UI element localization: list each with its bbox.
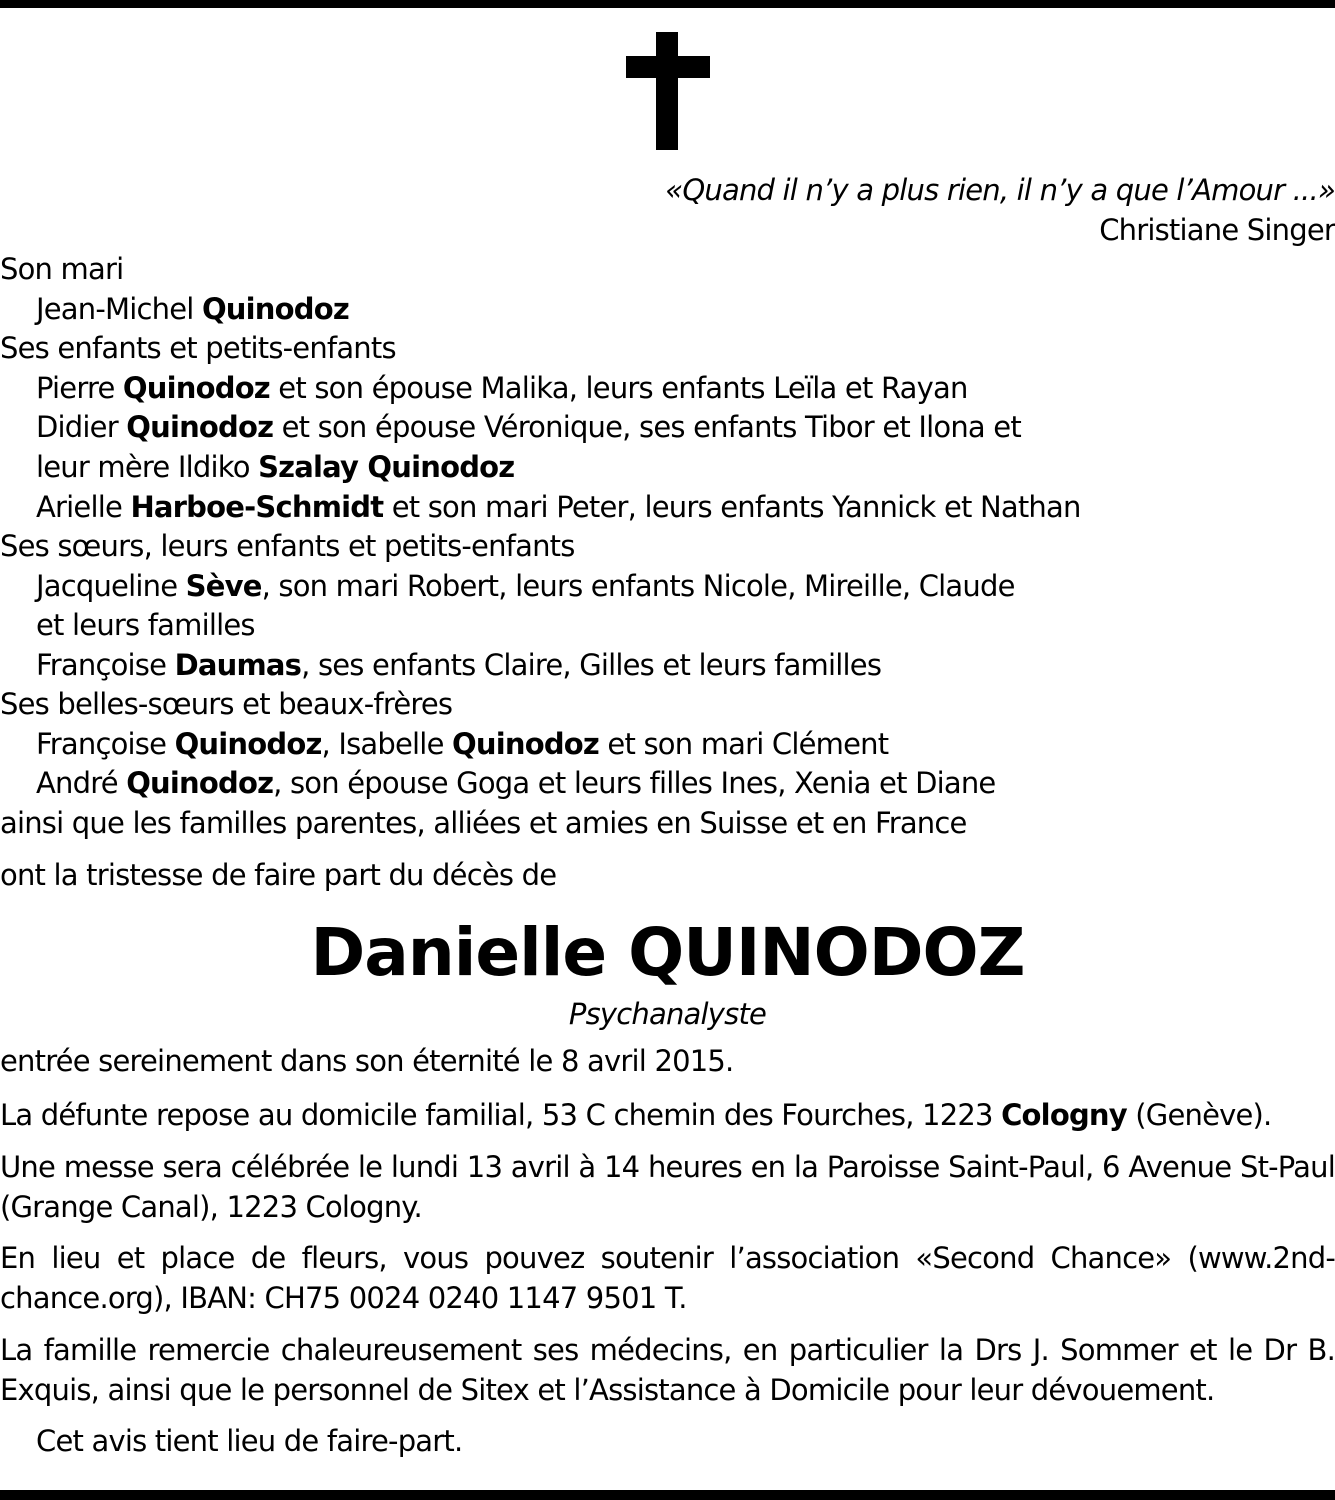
sisters-heading: Ses sœurs, leurs enfants et petits-enfants [0,529,575,563]
children-heading: Ses enfants et petits-enfants [0,331,396,365]
child-line: leur mère Ildiko Szalay Quinodoz [36,450,515,484]
bottom-rule [0,1490,1335,1500]
rest-line: La défunte repose au domicile familial, 53 C chemin des Fourches, 1223 Cologny (Genève). [0,1098,1272,1132]
child-line: Arielle Harboe-Schmidt et son mari Peter, leurs enfants Yannick et Nathan [36,490,1081,524]
deceased-profession: Psychanalyste [568,997,767,1031]
donation-paragraph: En lieu et place de fleurs, vous pouvez soutenir l’association «Second Chance» (www.2nd-chance.org), IBAN: CH75 0024 0240 1147 9501 T. [0,1241,1335,1315]
husband-heading: Son mari [0,252,124,286]
inlaw-line: Françoise Quinodoz, Isabelle Quinodoz et son mari Clément [36,727,889,761]
child-line: Pierre Quinodoz et son épouse Malika, leurs enfants Leïla et Rayan [36,371,968,405]
cross-icon [626,32,710,150]
inlaw-line: André Quinodoz, son épouse Goga et leurs filles Ines, Xenia et Diane [36,766,996,800]
child-line: Didier Quinodoz et son épouse Véronique, ses enfants Tibor et Ilona et [36,410,1021,444]
deceased-name: Danielle QUINODOZ [310,914,1025,991]
sister-line: Jacqueline Sève, son mari Robert, leurs enfants Nicole, Mireille, Claude [36,569,1015,603]
quote-text: «Quand il n’y a plus rien, il n’y a que l’Amour ...» [665,173,1335,207]
others-line: ainsi que les familles parentes, alliées et amies en Suisse et en France [0,806,967,840]
death-line: entrée sereinement dans son éternité le 8 avril 2015. [0,1044,734,1078]
sister-line: et leurs familles [36,608,255,642]
mass-paragraph: Une messe sera célébrée le lundi 13 avril à 14 heures en la Paroisse Saint-Paul, 6 Avenue St-Paul (Grange Canal), 1223 Cologny. [0,1150,1335,1224]
top-rule [0,0,1335,8]
announcement: ont la tristesse de faire part du décès de [0,858,557,892]
quote-author: Christiane Singer [1099,213,1335,247]
husband-line: Jean-Michel Quinodoz [36,292,349,326]
thanks-paragraph: La famille remercie chaleureusement ses médecins, en particulier la Drs J. Sommer et le Dr B. Exquis, ainsi que le personnel de Sitex et l’Assistance à Domicile pour leur dévouement. [0,1333,1335,1407]
notice-line: Cet avis tient lieu de faire-part. [36,1424,463,1458]
inlaws-heading: Ses belles-sœurs et beaux-frères [0,687,453,721]
sister-line: Françoise Daumas, ses enfants Claire, Gilles et leurs familles [36,648,882,682]
